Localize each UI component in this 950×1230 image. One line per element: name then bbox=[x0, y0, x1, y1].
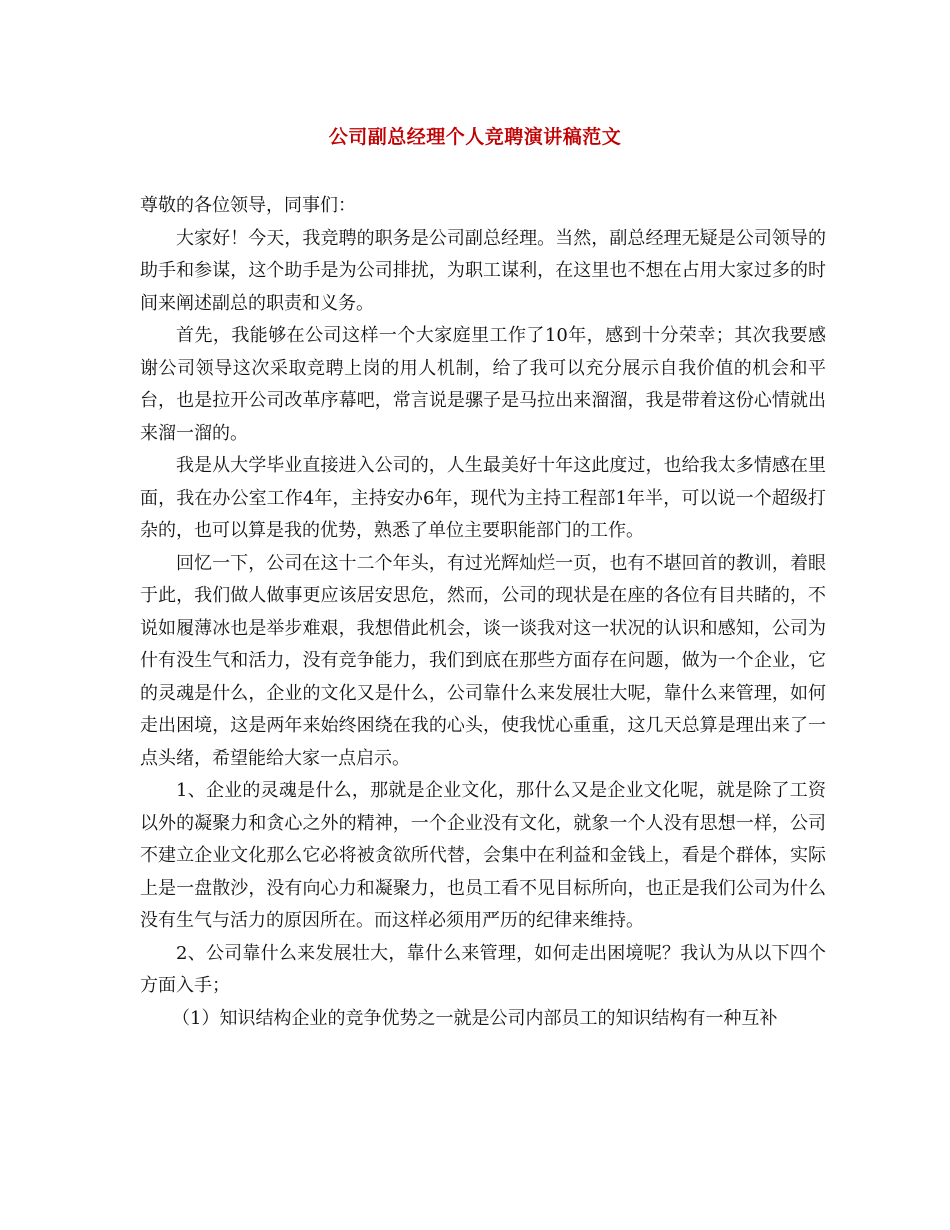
subpoint-1: （1）知识结构企业的竞争优势之一就是公司内部员工的知识结构有一种互补 bbox=[172, 1007, 778, 1029]
document-title: 公司副总经理个人竞聘演讲稿范文 bbox=[328, 126, 622, 148]
paragraph-experience: 我是从大学毕业直接进入公司的，人生最美好十年这此度过，也给我太多情感在里面，我在办公室工作4年，主持安办6年，现代为主持工程部1年半，可以说一个超级打杂的，也可以算是我的优势，熟悉了单位主要职能部门的工作。 bbox=[140, 455, 826, 541]
paragraph-point-1: 1、企业的灵魂是什么，那就是企业文化，那什么又是企业文化呢，就是除了工资以外的凝聚力和贪心之外的精神，一个企业没有文化，就象一个人没有思想一样，公司不建立企业文化那么它必将被贪欲所代替，会集中在利益和金钱上，看是个群体，实际上是一盘散沙，没有向心力和凝聚力，也员工看不见目标所向，也正是我们公司为什么没有生气与活力的原因所在。而这样必须用严历的纪律来维持。 bbox=[140, 780, 826, 931]
paragraph-point-2: 2、公司靠什么来发展壮大，靠什么来管理，如何走出困境呢？我认为从以下四个方面入手； bbox=[140, 942, 826, 996]
paragraph-opening: 大家好！今天，我竞聘的职务是公司副总经理。当然，副总经理无疑是公司领导的助手和参谋，这个助手是为公司排扰，为职工谋利，在这里也不想在占用大家过多的时间来阐述副总的职责和义务。 bbox=[140, 227, 826, 314]
paragraph-reflection: 回忆一下，公司在这十二个年头，有过光辉灿烂一页，也有不堪回首的教训，着眼于此，我们做人做事更应该居安思危，然而，公司的现状是在座的各位有目共睹的，不说如履薄冰也是举步难艰，我想借此机会，谈一谈我对这一状况的认识和感知，公司为什有没生气和活力，没有竞争能力，我们到底在那些方面存在问题，做为一个企业，它的灵魂是什么，企业的文化又是什么，公司靠什么来发展壮大呢，靠什么来管理，如何走出困境，这是两年来始终困绕在我的心头，使我忧心重重，这几天总算是理出来了一点头绪，希望能给大家一点启示。 bbox=[140, 552, 826, 769]
document-body bbox=[140, 190, 826, 1035]
greeting: 尊敬的各位领导，同事们： bbox=[140, 195, 356, 216]
paragraph-gratitude: 首先，我能够在公司这样一个大家庭里工作了10年，感到十分荣幸；其次我要感谢公司领导这次采取竞聘上岗的用人机制，给了我可以充分展示自我价值的机会和平台，也是拉开公司改革序幕吧，常言说是骡子是马拉出来溜溜，我是带着这份心情就出来溜一溜的。 bbox=[140, 325, 826, 444]
